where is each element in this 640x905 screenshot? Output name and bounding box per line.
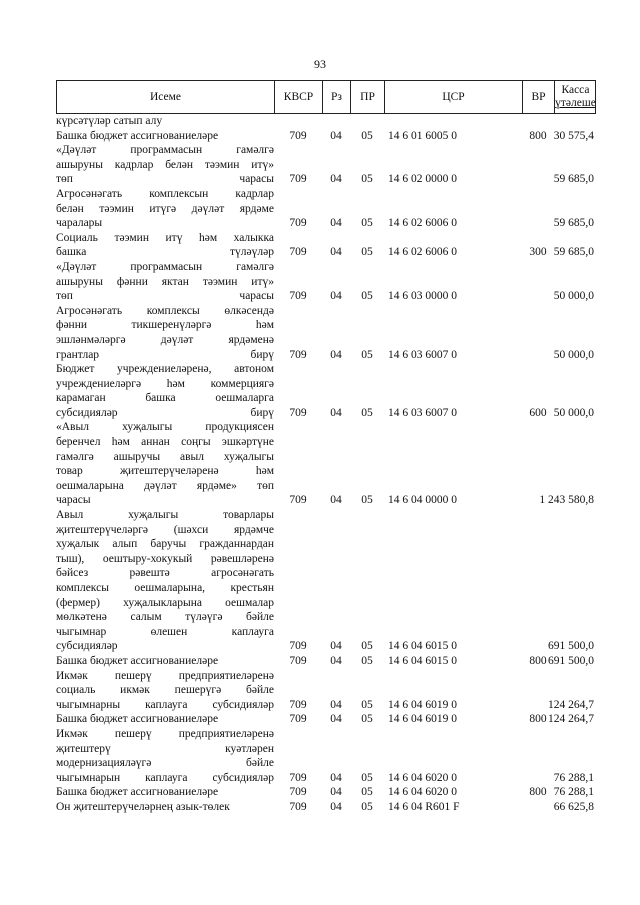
row-name-line: гамәлгә ашыручы авыл хуҗалыгы — [56, 450, 274, 463]
table-row — [56, 143, 596, 187]
cell-pr: 05 — [361, 173, 373, 186]
row-name-line: комплексы оешмаларына, крестьян — [56, 582, 274, 594]
cell-amount: 50 000,0 — [553, 348, 594, 361]
cell-amount: 76 288,1 — [553, 786, 594, 799]
header-kassa-bottom: үтәлеше — [555, 97, 596, 109]
row-name — [56, 727, 274, 785]
table-row — [56, 231, 596, 260]
cell-pr: 05 — [361, 771, 373, 784]
table-row — [56, 785, 596, 800]
cell-kvsr: 709 — [289, 129, 307, 142]
cell-pr: 05 — [361, 129, 373, 142]
cell-pr: 05 — [361, 348, 373, 361]
table-row — [56, 712, 596, 727]
cell-kvsr: 709 — [289, 494, 307, 507]
row-name-line: модернизацияләүгә бәйле — [56, 757, 274, 770]
row-name-line: Социаль тәэмин итү һәм халыкка — [56, 231, 274, 244]
row-name — [56, 114, 274, 129]
cell-kvsr: 709 — [289, 698, 307, 711]
table-row — [56, 304, 596, 362]
cell-pr: 05 — [361, 494, 373, 507]
header-kassa-top: Касса — [561, 84, 590, 96]
row-name-line: Башка бюджет ассигнованиеләре — [56, 654, 219, 667]
cell-csr: 14 6 04 6019 0 — [388, 698, 457, 711]
cell-kvsr: 709 — [289, 348, 307, 361]
row-name-line: учреждениеләргә һәм коммерциягә — [56, 377, 274, 390]
row-name-line: чыгымнарны каплауга субсидияләр — [56, 698, 274, 711]
cell-kvsr: 709 — [289, 786, 307, 799]
row-name-line: җитештерүчеләргә (шәхси ярдәмче — [56, 523, 274, 536]
cell-kvsr: 709 — [289, 406, 307, 419]
row-name-line: Бюджет учреждениеләренә, автоном — [56, 363, 274, 376]
row-name — [56, 785, 274, 800]
row-name-line: «Дәүләт программасын гамәлгә — [56, 260, 274, 273]
cell-pr: 05 — [361, 217, 373, 230]
table-row — [56, 800, 596, 815]
row-name-line: Башка бюджет ассигнованиеләре — [56, 713, 219, 726]
cell-rz: 04 — [330, 129, 342, 142]
cell-pr: 05 — [361, 654, 373, 667]
row-name-line: Башка бюджет ассигнованиеләре — [56, 129, 219, 142]
cell-csr: 14 6 01 6005 0 — [388, 129, 457, 142]
cell-pr: 05 — [361, 246, 373, 259]
cell-rz: 04 — [330, 348, 342, 361]
cell-rz: 04 — [330, 246, 342, 259]
page-number: 93 — [314, 57, 326, 71]
cell-csr: 14 6 04 R601 F — [388, 800, 460, 813]
cell-kvsr: 709 — [289, 217, 307, 230]
cell-kvsr: 709 — [289, 246, 307, 259]
table-row — [56, 654, 596, 669]
cell-csr: 14 6 04 0000 0 — [388, 494, 457, 507]
row-name — [56, 260, 274, 304]
row-name-line: чыгымнар өлешен каплауга — [56, 625, 274, 638]
row-name-line: Башка бюджет ассигнованиеләре — [56, 786, 219, 799]
table-row — [56, 362, 596, 420]
row-name-line: белән тәэмин итүгә дәүләт ярдәме — [56, 202, 274, 215]
cell-pr: 05 — [361, 290, 373, 303]
row-name-line: Агросәнәгать комплексы өлкәсендә — [56, 304, 274, 317]
row-name-line: фәнни тикшеренүләргә һәм — [56, 319, 274, 332]
row-name-line: бәйсез рәвештә агросәнәгать — [56, 567, 274, 580]
row-name — [56, 231, 274, 260]
cell-amount: 691 500,0 — [548, 640, 594, 653]
row-name — [56, 508, 274, 654]
row-name-line: чыгымнарын каплауга субсидияләр — [56, 771, 274, 784]
cell-rz: 04 — [330, 290, 342, 303]
row-name — [56, 129, 274, 144]
cell-pr: 05 — [361, 713, 373, 726]
row-name-line: төп чарасы — [56, 173, 274, 186]
row-name-line: җитештерү куәтләрен — [56, 742, 274, 755]
row-name-line: Икмәк пешерү предприятиеләренә — [56, 727, 274, 740]
cell-kvsr: 709 — [289, 713, 307, 726]
cell-rz: 04 — [330, 654, 342, 667]
row-name — [56, 669, 274, 713]
cell-rz: 04 — [330, 713, 342, 726]
row-name-line: Он җитештерүчеләрнең азык-төлек — [56, 800, 230, 813]
row-name-line: грантлар бирү — [56, 348, 274, 361]
row-name-line: ашыруны кадрлар белән тәэмин итү» — [56, 158, 274, 171]
cell-rz: 04 — [330, 406, 342, 419]
table-row — [56, 187, 596, 231]
cell-kvsr: 709 — [289, 173, 307, 186]
header-vr: ВР — [523, 81, 555, 113]
table-row — [56, 727, 596, 785]
cell-vr: 300 — [529, 246, 547, 259]
row-name — [56, 712, 274, 727]
cell-kvsr: 709 — [289, 771, 307, 784]
cell-amount: 124 264,7 — [548, 698, 594, 711]
row-name-line: «Авыл хуҗалыгы продукциясен — [56, 421, 274, 434]
row-name-line: субсидияләр бирү — [56, 406, 274, 419]
header-pr: ПР — [351, 81, 385, 113]
row-name-line: Агросәнәгать комплексын кадрлар — [56, 187, 274, 200]
table-row — [56, 114, 596, 129]
cell-amount: 30 575,4 — [553, 129, 594, 142]
row-name-line: төп чарасы — [56, 290, 274, 303]
row-name-line: товар җитештерүчеләренә һәм — [56, 465, 274, 478]
row-name-line: чарасы — [56, 494, 91, 507]
cell-csr: 14 6 03 6007 0 — [388, 406, 457, 419]
cell-csr: 14 6 02 0000 0 — [388, 173, 457, 186]
cell-pr: 05 — [361, 640, 373, 653]
cell-amount: 124 264,7 — [548, 713, 594, 726]
cell-vr: 800 — [529, 786, 547, 799]
cell-csr: 14 6 03 0000 0 — [388, 290, 457, 303]
cell-rz: 04 — [330, 800, 342, 813]
row-name — [56, 304, 274, 362]
cell-pr: 05 — [361, 786, 373, 799]
row-name-line: карамаган башка оешмаларга — [56, 392, 274, 405]
row-name-line: эшләнмәләргә дәүләт ярдәменә — [56, 333, 274, 346]
row-name-line: Авыл хуҗалыгы товарлары — [56, 509, 274, 522]
cell-amount: 1 243 580,8 — [539, 494, 594, 507]
header-name: Исеме — [57, 81, 275, 113]
cell-amount: 76 288,1 — [553, 771, 594, 784]
cell-vr: 800 — [529, 129, 547, 142]
cell-amount: 59 685,0 — [553, 217, 594, 230]
cell-rz: 04 — [330, 771, 342, 784]
cell-csr: 14 6 04 6020 0 — [388, 786, 457, 799]
table-row — [56, 669, 596, 713]
cell-rz: 04 — [330, 217, 342, 230]
row-name — [56, 362, 274, 420]
header-csr: ЦСР — [385, 81, 523, 113]
cell-csr: 14 6 04 6015 0 — [388, 654, 457, 667]
table-row — [56, 260, 596, 304]
row-name-line: мөлкәтенә салым түләүгә бәйле — [56, 611, 274, 624]
row-name — [56, 187, 274, 231]
cell-csr: 14 6 04 6019 0 — [388, 713, 457, 726]
row-name-line: ашыруны фәнни яктан тәэмин итү» — [56, 275, 274, 288]
cell-kvsr: 709 — [289, 290, 307, 303]
cell-vr: 800 — [529, 654, 547, 667]
cell-csr: 14 6 02 6006 0 — [388, 246, 457, 259]
row-name-line: социаль икмәк пешерүгә бәйле — [56, 684, 274, 697]
row-name — [56, 143, 274, 187]
row-name-line: Икмәк пешерү предприятиеләренә — [56, 669, 274, 682]
row-name-line: «Дәүләт программасын гамәлгә — [56, 144, 274, 157]
cell-kvsr: 709 — [289, 800, 307, 813]
row-name-line: оешмаларына дәүләт ярдәме» төп — [56, 479, 274, 492]
row-name-line: башка түләүләр — [56, 246, 274, 259]
table-row — [56, 420, 596, 508]
cell-amount: 50 000,0 — [553, 290, 594, 303]
row-name-line: субсидияләр — [56, 640, 118, 653]
table-header — [56, 80, 596, 114]
row-name-line: (фермер) хуҗалыкларына оешмалар — [56, 596, 274, 609]
cell-vr: 600 — [529, 406, 547, 419]
row-name-line: чаралары — [56, 217, 103, 230]
table-row — [56, 508, 596, 654]
cell-csr: 14 6 02 6006 0 — [388, 217, 457, 230]
cell-rz: 04 — [330, 173, 342, 186]
cell-amount: 59 685,0 — [553, 173, 594, 186]
cell-amount: 50 000,0 — [553, 406, 594, 419]
row-name — [56, 654, 274, 669]
cell-amount: 59 685,0 — [553, 246, 594, 259]
row-name-line: тыш), оештыру-хокукый рәвешләренә — [56, 552, 274, 565]
header-rz: Рз — [323, 81, 351, 113]
cell-pr: 05 — [361, 800, 373, 813]
row-name-line: хуҗалык алып баручы гражданнардан — [56, 538, 274, 551]
row-name-line: беренчел һәм аннан соңгы эшкәртүне — [56, 436, 274, 449]
cell-csr: 14 6 04 6015 0 — [388, 640, 457, 653]
row-name — [56, 420, 274, 508]
cell-rz: 04 — [330, 494, 342, 507]
cell-rz: 04 — [330, 698, 342, 711]
header-kassa — [555, 81, 596, 113]
cell-rz: 04 — [330, 786, 342, 799]
cell-csr: 14 6 04 6020 0 — [388, 771, 457, 784]
cell-kvsr: 709 — [289, 654, 307, 667]
cell-amount: 691 500,0 — [548, 654, 594, 667]
header-kvsr: КВСР — [275, 81, 323, 113]
row-name-line: күрсәтүләр сатып алу — [56, 115, 163, 127]
cell-kvsr: 709 — [289, 640, 307, 653]
cell-csr: 14 6 03 6007 0 — [388, 348, 457, 361]
cell-amount: 66 625,8 — [553, 800, 594, 813]
row-name — [56, 800, 274, 815]
cell-rz: 04 — [330, 640, 342, 653]
cell-pr: 05 — [361, 698, 373, 711]
table-body — [56, 114, 596, 815]
table-row — [56, 129, 596, 144]
cell-pr: 05 — [361, 406, 373, 419]
cell-vr: 800 — [529, 713, 547, 726]
